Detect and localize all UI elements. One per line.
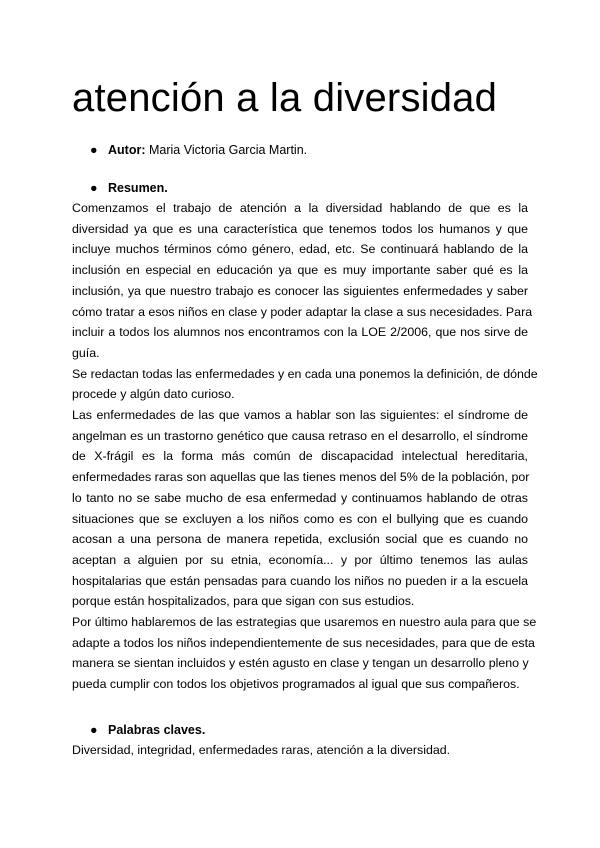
text-line: porque están hospitalizados, para que sigan con sus estudios. [72,594,415,609]
text-line: inclusión, ya que nuestro trabajo es conocer las siguientes enfermedades y saber [72,283,528,298]
text-line: enfermedades raras son aquellas que las tienes menos del 5% de la población, por [72,470,530,485]
text-line: Se redactan todas las enfermedades y en cada una ponemos la definición, de dónde [72,366,538,381]
text-line: inclusión en especial en educación ya que es muy importante saber qué es la [72,263,528,278]
bullet-dot-icon: ● [90,181,98,195]
text-line: guía. [72,345,100,360]
text-line: pueda cumplir con todos los objetivos programados al igual que sus compañeros. [72,677,520,692]
resumen-heading: Resumen. [108,181,168,195]
resumen-paragraph-1 [72,198,533,364]
text-line: lo tanto no se sabe mucho de esa enfermedad y continuamos hablando de otras [72,490,528,505]
text-line: incluye muchos términos cómo género, edad, etc. Se continuará hablando de la [72,242,528,257]
text-line: de X-frágil es la forma más común de discapacidad intelectual hereditaria, [72,449,528,464]
resumen-paragraph-3 [72,405,528,612]
text-line: acosan a una persona de manera repetida, exclusión social que es cuando no [72,532,528,547]
keywords-heading-bullet [90,721,205,739]
text-line: hospitalarias que están pensadas para cuando los niños no pueden ir a la escuela [72,573,528,588]
text-line: Comenzamos el trabajo de atención a la diversidad hablando de que es la [72,201,528,215]
document-title: atención a la diversidad [72,76,498,120]
resumen-paragraph-4 [72,612,537,695]
keywords-paragraph [72,740,528,761]
text-line: angelman es un trastorno genético que causa retraso en el desarrollo, el síndrome [72,428,528,443]
author-bullet [90,141,307,159]
text-line: procede y algún dato curioso. [72,387,235,402]
keywords-heading: Palabras claves. [108,723,206,737]
text-line: adapte a todos los niños independientemente de sus necesidades, para que de esta [72,635,535,650]
text-line: incluir a todos los alumnos nos encontramos con la LOE 2/2006, que nos sirve de [72,325,528,340]
keywords-text: Diversidad, integridad, enfermedades raras, atención a la diversidad. [72,743,451,757]
text-line: cómo tratar a esos niños en clase y poder adaptar la clase a sus necesidades. Para [72,304,533,319]
text-line: Las enfermedades de las que vamos a hablar son las siguientes: el síndrome de [72,408,528,422]
text-line: aceptan a alguien por su etnia, economía... y por último tenemos las aulas [72,552,528,567]
author-name: Maria Victoria Garcia Martin. [145,143,308,157]
resumen-paragraph-2 [72,364,538,405]
text-line: situaciones que se excluyen a los niños como es con el bullying que es cuando [72,511,528,526]
text-line: diversidad ya que es una característica que tenemos todos los humanos y que [72,221,528,236]
resumen-heading-bullet [90,179,168,197]
bullet-dot-icon: ● [90,723,98,737]
bullet-dot-icon: ● [90,143,98,157]
author-label: Autor: [108,143,146,157]
text-line: Por último hablaremos de las estrategias que usaremos en nuestro aula para que se [72,615,537,629]
text-line: manera se sientan incluidos y estén agusto en clase y tengan un desarrollo pleno y [72,656,529,671]
